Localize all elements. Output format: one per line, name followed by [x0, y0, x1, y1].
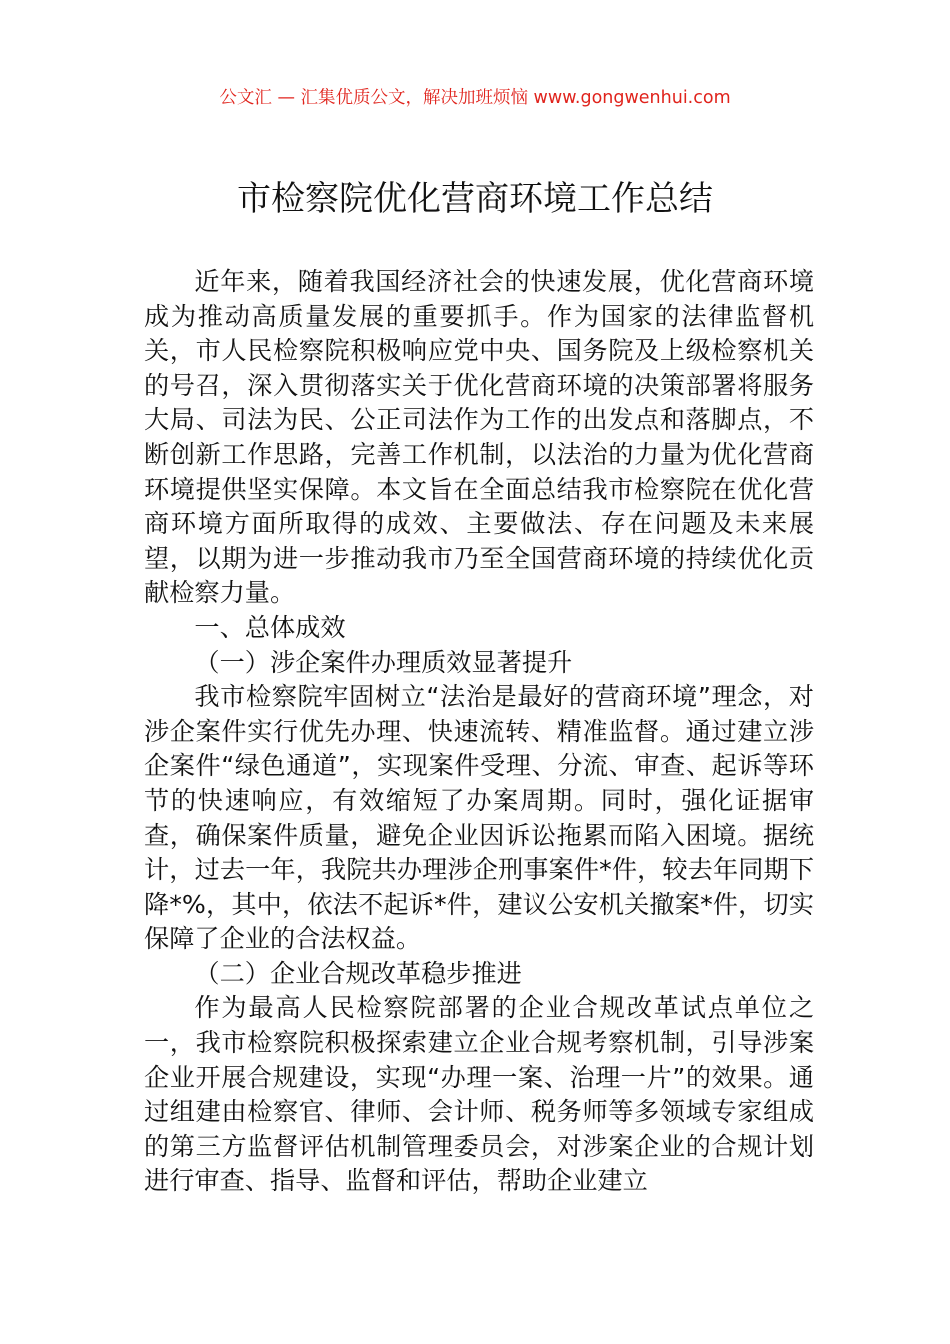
- case-quality-paragraph: 我市检察院牢固树立“法治是最好的营商环境”理念，对涉企案件实行优先办理、快速流转、精准监督。通过建立涉企案件“绿色通道”，实现案件受理、分流、审查、起诉等环节的快速响应，有效缩短了办案周期。同时，强化证据审查，确保案件质量，避免企业因诉讼拖累而陷入困境。据统计，过去一年，我院共办理涉企刑事案件*件，较去年同期下降*%，其中，依法不起诉*件，建议公安机关撤案*件，切实保障了企业的合法权益。: [144, 682, 814, 954]
- document-title: 市检察院优化营商环境工作总结: [237, 179, 713, 219]
- document-body: [144, 265, 814, 1199]
- subsection-heading-case-quality: （一）涉企案件办理质效显著提升: [194, 647, 573, 677]
- subsection-heading-compliance-reform: （二）企业合规改革稳步推进: [194, 958, 522, 988]
- compliance-reform-paragraph: 作为最高人民检察院部署的企业合规改革试点单位之一，我市检察院积极探索建立企业合规考察机制，引导涉案企业开展合规建设，实现“办理一案、治理一片”的效果。通过组建由检察官、律师、会计师、税务师等多领域专家组成的第三方监督评估机制管理委员会，对涉案企业的合规计划进行审查、指导、监督和评估，帮助企业建立: [144, 993, 814, 1196]
- site-banner: 公文汇 — 汇集优质公文，解决加班烦恼 www.gongwenhui.com: [219, 88, 731, 108]
- intro-paragraph: 近年来，随着我国经济社会的快速发展，优化营商环境成为推动高质量发展的重要抓手。作为国家的法律监督机关，市人民检察院积极响应党中央、国务院及上级检察机关的号召，深入贯彻落实关于优化营商环境的决策部署将服务大局、司法为民、公正司法作为工作的出发点和落脚点，不断创新工作思路，完善工作机制，以法治的力量为优化营商环境提供坚实保障。本文旨在全面总结我市检察院在优化营商环境方面所取得的成效、主要做法、存在问题及未来展望，以期为进一步推动我市乃至全国营商环境的持续优化贡献检察力量。: [144, 267, 814, 608]
- section-heading-overall-results: 一、总体成效: [194, 612, 346, 642]
